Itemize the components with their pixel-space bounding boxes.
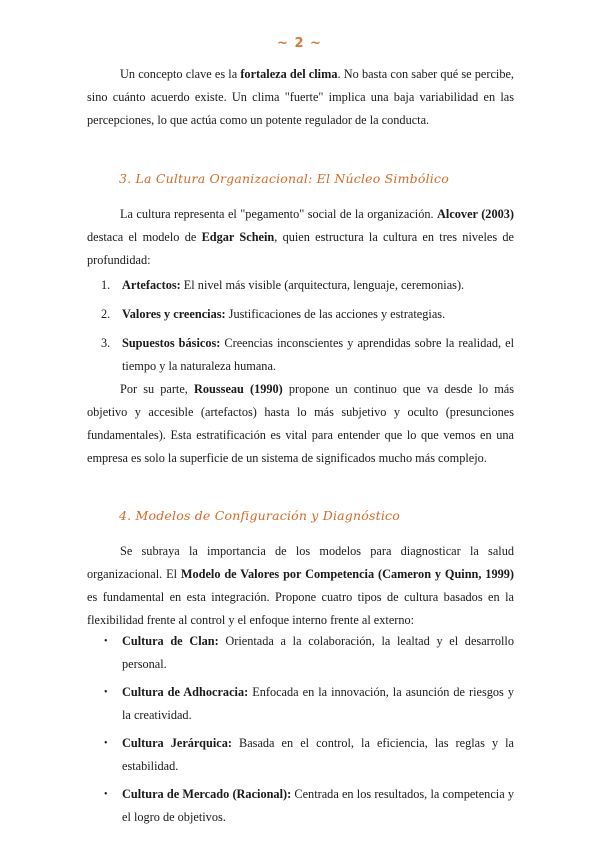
list-item (87, 274, 514, 297)
list-item (87, 732, 514, 778)
list-term: Cultura de Clan: (122, 634, 219, 648)
text-run: Un concepto clave es la (120, 67, 241, 81)
section-3-paragraph-1 (87, 203, 514, 272)
list-item (87, 783, 514, 829)
section-4-heading: 4. Modelos de Configuración y Diagnóstico (119, 508, 400, 523)
list-desc: Justificaciones de las acciones y estrategias. (225, 307, 446, 321)
bullet-icon: • (104, 789, 108, 800)
list-item (87, 332, 514, 378)
section-4-paragraph-1 (87, 540, 514, 632)
list-number: 2. (101, 307, 111, 321)
list-item (87, 303, 514, 326)
text-run: destaca el modelo de (87, 230, 202, 244)
list-term: Cultura de Mercado (Racional): (122, 787, 292, 801)
list-number: 3. (101, 336, 111, 350)
text-run: La cultura representa el "pegamento" social de la organización. (120, 207, 438, 221)
text-run: propone un continuo que va desde lo más objetivo y accesible (artefactos) hasta lo más subjetivo y oculto (presunciones fundamentales). Esta estratificación es vital para entender que lo que vemos en una empresa es solo la superficie de un sistema de significados mucho más complejo. (87, 382, 515, 465)
culture-levels-list (87, 274, 514, 378)
text-run: es fundamental en esta integración. Propone cuatro tipos de cultura basados en la flexibilidad frente al control y el enfoque interno frente al externo: (87, 590, 514, 627)
list-desc: El nivel más visible (arquitectura, lenguaje, ceremonias). (180, 278, 465, 292)
list-term: Cultura Jerárquica: (122, 736, 232, 750)
bold-term: fortaleza del clima (240, 67, 338, 81)
list-desc: Centrada en los resultados, la competencia y el logro de objetivos. (122, 787, 514, 824)
list-desc: Basada en el control, la eficiencia, las reglas y la estabilidad. (122, 736, 514, 773)
section-3-paragraph-2 (87, 378, 514, 470)
bold-author: Edgar Schein (201, 230, 275, 244)
list-term: Cultura de Adhocracia: (122, 685, 249, 699)
list-term: Valores y creencias: (122, 307, 226, 321)
list-desc: Orientada a la colaboración, la lealtad y el desarrollo personal. (122, 634, 514, 671)
bullet-icon: • (104, 687, 108, 698)
bold-citation: Rousseau (1990) (194, 382, 283, 396)
bold-citation: Alcover (2003) (437, 207, 514, 221)
section-3-heading: 3. La Cultura Organizacional: El Núcleo Simbólico (119, 171, 449, 186)
list-desc: Creencias inconscientes y aprendidas sobre la realidad, el tiempo y la naturaleza humana. (122, 336, 514, 373)
bullet-icon: • (104, 636, 108, 647)
list-desc: Enfocada en la innovación, la asunción de riesgos y la creatividad. (122, 685, 514, 722)
text-run: , quien estructura la cultura en tres niveles de profundidad: (87, 230, 514, 267)
list-item (87, 630, 514, 676)
page-number: ~ 2 ~ (277, 36, 322, 51)
bold-model-name: Modelo de Valores por Competencia (Cameron y Quinn, 1999) (180, 567, 514, 581)
text-run: . No basta con saber qué se percibe, sino cuánto acuerdo existe. Un clima "fuerte" implica una baja variabilidad en las percepciones, lo que actúa como un potente regulador de la conducta. (87, 67, 515, 127)
list-number: 1. (101, 278, 111, 292)
list-term: Supuestos básicos: (122, 336, 221, 350)
culture-types-list (87, 630, 514, 829)
text-run: Se subraya la importancia de los modelos para diagnosticar la salud organizacional. El (87, 544, 514, 581)
list-item (87, 681, 514, 727)
list-term: Artefactos: (122, 278, 181, 292)
intro-paragraph (87, 63, 514, 132)
bullet-icon: • (104, 738, 108, 749)
text-run: Por su parte, (120, 382, 194, 396)
